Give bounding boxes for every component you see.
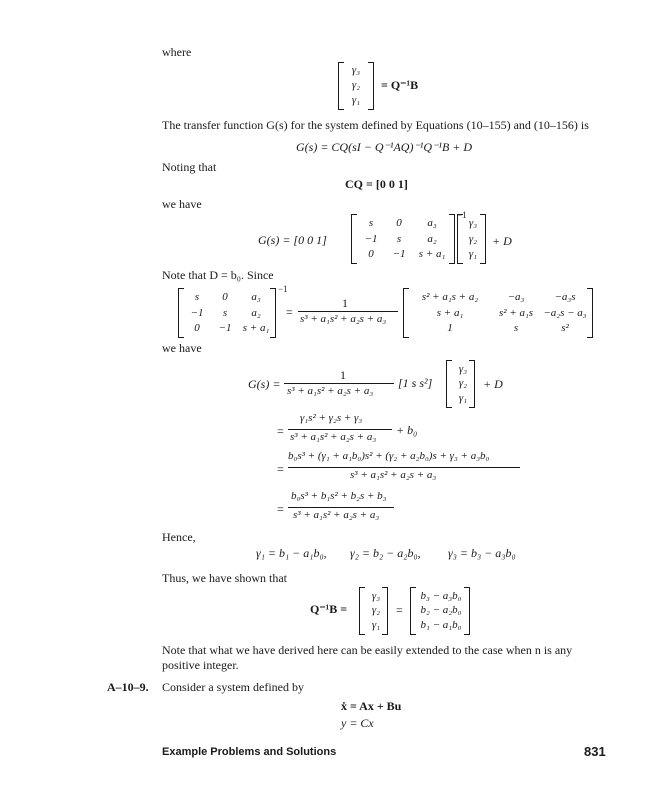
gs-row-equation: G(s) = [0 0 1] (258, 233, 327, 247)
matrix-cell: γ₃ (468, 217, 478, 229)
fraction-bar (288, 467, 520, 468)
matrix-cell: −1 (392, 248, 406, 260)
matrix-cell: s (194, 291, 200, 303)
matrix-cell: γ₂ (458, 377, 468, 389)
fraction-denominator: s³ + a₁s² + a₂s + a₃ (300, 313, 387, 325)
matrix-cell: s (222, 307, 228, 319)
matrix-cell: s² + a₁s (498, 307, 534, 319)
equals-sign: = (286, 305, 293, 319)
gs-label: G(s) = (248, 377, 281, 391)
thus-text: Thus, we have shown that (162, 571, 287, 585)
cq-equation: CQ = [0 0 1] (345, 177, 408, 191)
matrix-cell: γ₂ (468, 233, 478, 245)
matrix-cell: a₃ (251, 291, 261, 303)
bracket-right (469, 360, 475, 408)
bracket-left (403, 288, 409, 338)
we-have-text: we have (162, 197, 202, 211)
step3-denominator: s³ + a₁s² + a₂s + a₃ (350, 469, 437, 481)
footer-section: Example Problems and Solutions (162, 746, 337, 758)
page-number: 831 (584, 744, 606, 759)
matrix-cell: γ₁ (371, 619, 381, 631)
matrix-cell: 0 (396, 217, 402, 229)
bracket-right (270, 288, 276, 338)
output-equation: y = Cx (341, 716, 374, 730)
matrix-cell: s (396, 233, 402, 245)
matrix-cell: s (513, 322, 519, 334)
equals-sign: = (396, 603, 403, 617)
step2-denominator: s³ + a₁s² + a₂s + a₃ (290, 431, 377, 443)
tf-intro-text: The transfer function G(s) for the system defined by Equations (10–155) and (10–156) is (162, 118, 589, 132)
inverse-superscript: −1 (457, 210, 467, 220)
matrix-cell: s² + a₁s + a₂ (421, 291, 479, 303)
matrix-cell: −a₃ (507, 291, 525, 303)
noting-text: Noting that (162, 160, 217, 174)
hence-text: Hence, (162, 530, 196, 544)
row-vector: [1 s s²] (398, 376, 433, 390)
bracket-right (587, 288, 593, 338)
bracket-right (480, 214, 486, 264)
matrix-cell: γ₃ (458, 363, 468, 375)
matrix-cell: 0 (222, 291, 228, 303)
step2-numerator: γ₁s² + γ₂s + γ₃ (300, 412, 363, 424)
equals-sign: = (277, 502, 284, 516)
matrix-cell: s + a₁ (436, 307, 464, 319)
gs-definition: G(s) = CQ(sI − Q⁻¹AQ)⁻¹Q⁻¹B + D (296, 140, 473, 154)
matrix-cell: 1 (447, 322, 453, 334)
inverse-superscript: −1 (278, 284, 288, 294)
bracket-left (351, 214, 357, 264)
matrix-cell: −1 (364, 233, 378, 245)
bracket-right (449, 214, 455, 264)
problem-text: Consider a system defined by (162, 680, 304, 694)
matrix-cell: s (368, 217, 374, 229)
bracket-right (382, 587, 388, 635)
fraction-denominator: s³ + a₁s² + a₂s + a₃ (287, 385, 374, 397)
problem-label: A–10–9. (107, 680, 149, 694)
matrix-cell: 0 (194, 322, 200, 334)
matrix-cell: a₂ (427, 233, 437, 245)
matrix-cell: s² (561, 322, 569, 334)
matrix-cell: b₃ − a₃b₀ (420, 590, 462, 602)
fraction-bar (284, 383, 394, 384)
fraction-numerator: 1 (342, 296, 348, 310)
matrix-cell: γ₁ (458, 392, 468, 404)
step4-denominator: s³ + a₁s² + a₂s + a₃ (293, 509, 380, 521)
gamma2-equation: γ₂ = b₂ − a₂b₀, (350, 546, 421, 560)
gamma-3: γ₃ (351, 64, 361, 76)
plus-b0: + b₀ (396, 423, 418, 437)
matrix-cell: s + a₁ (418, 248, 446, 260)
gamma3-equation: γ₃ = b₃ − a₃b₀ (448, 546, 516, 560)
matrix-cell: s + a₁ (242, 322, 270, 334)
matrix-cell: γ₃ (371, 590, 381, 602)
gamma-1: γ₁ (351, 94, 361, 106)
plus-d: + D (483, 377, 503, 391)
matrix-cell: b₂ − a₂b₀ (420, 604, 462, 616)
qinvb-label: Q⁻¹B = (310, 602, 348, 616)
fraction-numerator: 1 (340, 368, 346, 382)
plus-d: + D (492, 234, 512, 248)
bracket-right (368, 62, 374, 110)
matrix-cell: −1 (190, 307, 204, 319)
we-have-text-2: we have (162, 341, 202, 355)
matrix-cell: −a₃s (554, 291, 576, 303)
state-equation: ẋ = Ax + Bu (341, 699, 402, 713)
matrix-cell: a₃ (427, 217, 437, 229)
matrix-cell: a₂ (251, 307, 261, 319)
matrix-cell: γ₂ (371, 604, 381, 616)
matrix-cell: −1 (218, 322, 232, 334)
fraction-bar (298, 311, 398, 312)
note-d-text: Note that D = b₀. Since (162, 268, 274, 282)
equals-sign: = (277, 462, 284, 476)
where-text: where (162, 45, 192, 59)
fraction-bar (288, 507, 394, 508)
gamma-2: γ₂ (351, 79, 361, 91)
matrix-cell: γ₁ (468, 248, 478, 260)
matrix-cell: 0 (368, 248, 374, 260)
bracket-right (464, 587, 470, 635)
matrix-cell: b₁ − a₁b₀ (420, 619, 462, 631)
fraction-bar (288, 429, 392, 430)
step3-numerator: b₀s³ + (γ₁ + a₁b₀)s² + (γ₂ + a₂b₀)s + γ₃ + a₃b₀ (288, 450, 490, 462)
gamma-def-rhs: = Q⁻¹B (381, 78, 419, 92)
matrix-cell: −a₂s − a₃ (543, 307, 587, 319)
gamma1-equation: γ₁ = b₁ − a₁b₀, (256, 546, 327, 560)
note-extension-text: Note that what we have derived here can be easily extended to the case when n is any positive integer. (162, 643, 573, 672)
step4-numerator: b₀s³ + b₁s² + b₂s + b₃ (291, 490, 387, 502)
equals-sign: = (277, 424, 284, 438)
